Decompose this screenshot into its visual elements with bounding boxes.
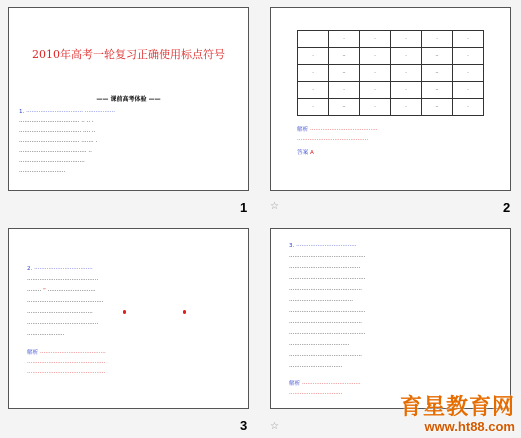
star-icon: ☆ <box>270 201 279 212</box>
text-line: ········································· <box>289 287 362 293</box>
slide-3[interactable] <box>8 228 249 409</box>
slide-number: 2 <box>503 200 511 215</box>
slide-subtitle: —— 课前高考体验 —— <box>96 96 161 103</box>
text-line: ··································· ···· ·· <box>19 129 96 135</box>
analysis-text: ········································ <box>297 137 369 143</box>
watermark-name: 育星教育网 <box>399 395 515 420</box>
answer-value: A <box>309 150 314 156</box>
site-watermark <box>400 396 515 434</box>
text-line: ····································· <box>19 159 85 165</box>
text-line: ·································· <box>289 342 350 348</box>
analysis-text: ············································ <box>27 360 106 366</box>
slide-4[interactable] <box>270 228 511 409</box>
slide-2[interactable] <box>270 7 511 191</box>
question-line: 2. ································· <box>27 266 93 272</box>
analysis-text: 解析 ····································· <box>27 350 106 356</box>
question-line: 1. ································ ················· <box>19 109 116 115</box>
answer-label: 答案 <box>297 150 309 156</box>
text-line: ··········································· <box>289 309 366 315</box>
slide-1[interactable] <box>8 7 249 191</box>
analysis-text: ············································ <box>27 370 106 376</box>
star-icon: ☆ <box>270 421 279 432</box>
text-line: ········································ <box>27 321 99 327</box>
text-line: ··········································· <box>289 331 366 337</box>
option-table: · · · · · · ·· · · ·· · · ·· · · ·· · · · · · ·· · · ·· · · ·· · <box>297 30 484 116</box>
slide-title: 2010年高考一轮复习正确使用标点符号 <box>32 48 225 61</box>
text-line: ··········································· <box>289 254 366 260</box>
text-line: ········································· <box>289 320 362 326</box>
text-line: ····································· <box>27 310 93 316</box>
text-line: ·································· ·· ·· · <box>19 119 94 125</box>
analysis-text: 解析 ······································ <box>297 127 378 133</box>
analysis-label: 解析 <box>289 381 301 387</box>
analysis-text: ······························ <box>289 391 343 397</box>
text-line: ······························ <box>289 364 343 370</box>
slide-number: 1 <box>240 200 248 215</box>
text-line: ········································ <box>289 265 361 271</box>
slide-number: 3 <box>240 418 248 433</box>
text-line: ········································ <box>27 277 99 283</box>
text-line: ········ “ ··························· <box>27 288 96 294</box>
text-line: ···································· <box>289 298 354 304</box>
text-line: ······································ ·· <box>19 149 92 155</box>
text-line: ··········································· <box>289 276 366 282</box>
question-line: 3. ·································· <box>289 243 357 249</box>
red-mark <box>123 310 126 314</box>
text-line: ·································· ······· · <box>19 139 98 145</box>
answer-line <box>297 149 314 157</box>
analysis-label: 解析 <box>297 127 309 133</box>
red-mark <box>183 310 186 314</box>
text-line: ··········································· <box>27 299 104 305</box>
text-line: ········································· <box>289 353 362 359</box>
analysis-label: 解析 <box>27 350 39 356</box>
text-line: ····················· <box>27 332 65 338</box>
watermark-url: www.ht88.com <box>424 419 515 434</box>
text-line: ·························· <box>19 169 66 175</box>
analysis-text: 解析 ································· <box>289 381 361 387</box>
